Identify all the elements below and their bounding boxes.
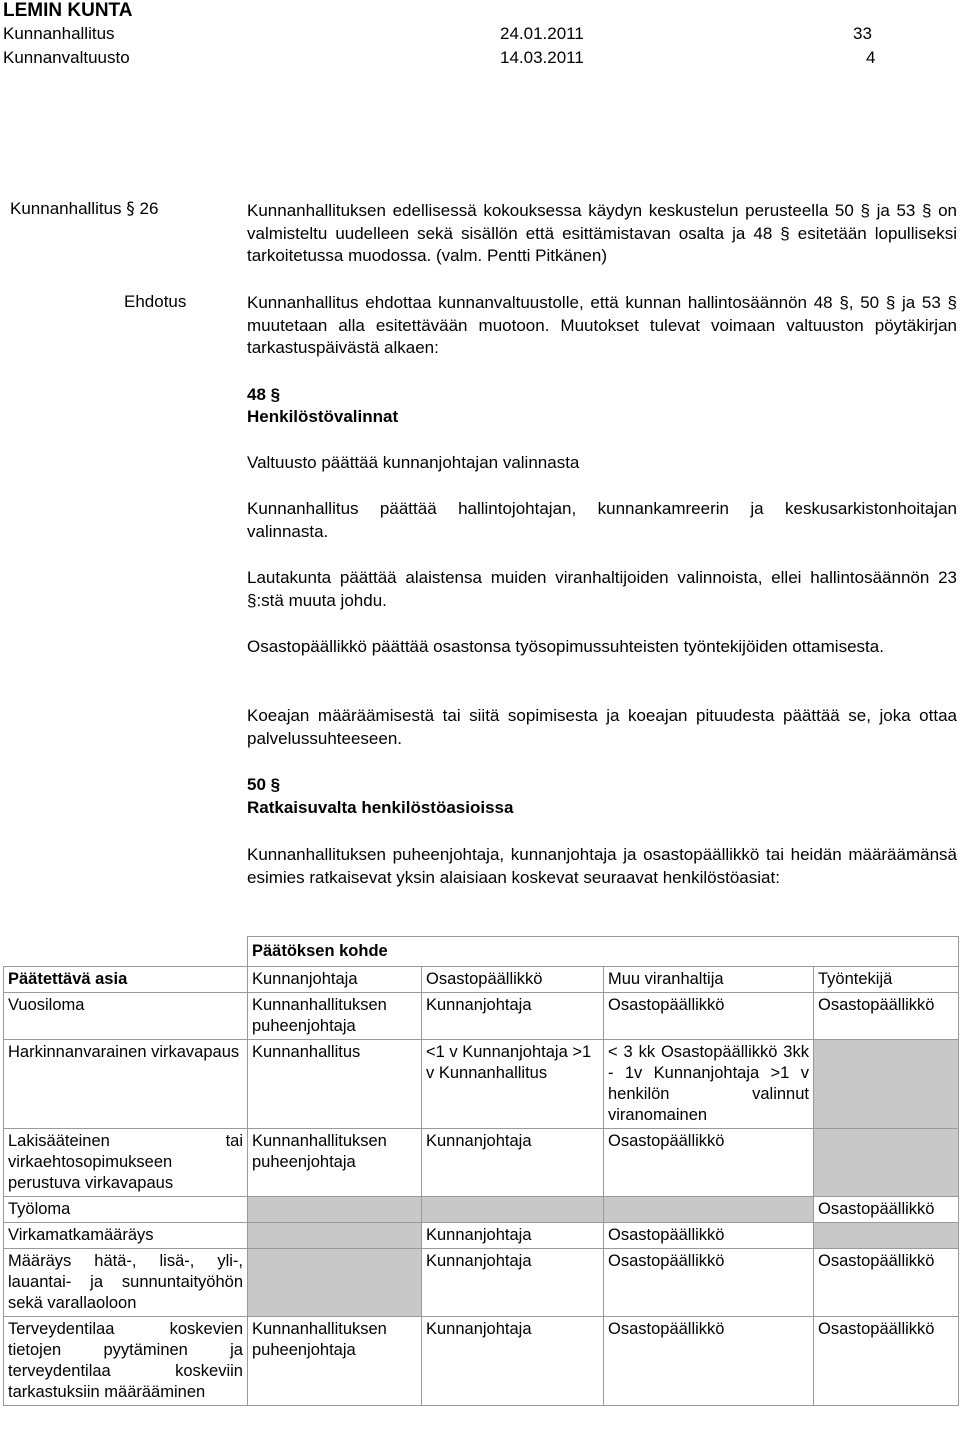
header-date-1: 24.01.2011: [500, 24, 584, 43]
column-header: Päätettävä asia: [4, 967, 248, 993]
table-cell: Kunnanjohtaja: [422, 1249, 604, 1317]
table-row: [4, 1129, 959, 1197]
table-cell-shaded: [248, 1223, 422, 1249]
section-48-paragraph: Koeajan määräämisestä tai siitä sopimisesta ja koeajan pituudesta päättää se, joka ottaa palvelussuhteeseen.: [247, 706, 957, 748]
table-super-header-row: [4, 937, 959, 967]
header-page-2: 4: [866, 48, 876, 67]
table-cell: Osastopäällikkö: [604, 1223, 814, 1249]
column-header: Osastopäällikkö: [422, 967, 604, 993]
table-row: [4, 1197, 959, 1223]
table-row: [4, 1249, 959, 1317]
table-cell: Vuosiloma: [4, 993, 248, 1040]
table-cell-shaded: [604, 1197, 814, 1223]
table-cell: Kunnanjohtaja: [422, 993, 604, 1040]
table-cell: Kunnanhallitus: [248, 1040, 422, 1129]
table-super-header: Päätöksen kohde: [248, 937, 959, 967]
table-cell: Kunnanjohtaja: [422, 1129, 604, 1197]
table-cell: Lakisääteinen tai virkaehtosopimukseen perustuva virkavapaus: [4, 1129, 248, 1197]
table-cell: Työloma: [4, 1197, 248, 1223]
table-cell: Kunnanjohtaja: [422, 1223, 604, 1249]
section-48-paragraph: Osastopäällikkö päättää osastonsa työsopimussuhteisten työntekijöiden ottamisesta.: [247, 637, 884, 656]
table-cell-shaded: [248, 1249, 422, 1317]
table-cell: Osastopäällikkö: [814, 1197, 959, 1223]
table-cell: Osastopäällikkö: [604, 1317, 814, 1406]
decision-table: [3, 936, 959, 1406]
table-cell-shaded: [814, 1223, 959, 1249]
table-cell: Osastopäällikkö: [814, 1249, 959, 1317]
table-cell-shaded: [814, 1040, 959, 1129]
section-reference-body: Kunnanhallitus: [10, 199, 122, 218]
table-cell: <1 v Kunnanjohtaja >1 v Kunnanhallitus: [422, 1040, 604, 1129]
table-cell: Kunnanhallituksen puheenjohtaja: [248, 1129, 422, 1197]
table-cell: Kunnanhallituksen puheenjohtaja: [248, 993, 422, 1040]
table-cell: Kunnanjohtaja: [422, 1317, 604, 1406]
table-cell: Harkinnanvarainen virkavapaus: [4, 1040, 248, 1129]
section-48-paragraph: Kunnanhallitus päättää hallintojohtajan, kunnankamreerin ja keskusarkistonhoitajan valinnasta.: [247, 499, 957, 541]
organization-name: LEMIN KUNTA: [3, 0, 133, 21]
section-50-title: Ratkaisuvalta henkilöstöasioissa: [247, 798, 514, 817]
table-header-row: [4, 967, 959, 993]
section-48-number: 48 §: [247, 385, 281, 404]
section-reference-number: 26: [139, 199, 159, 218]
table-row: [4, 1040, 959, 1129]
section-symbol: §: [126, 199, 135, 219]
table-cell: Osastopäällikkö: [814, 993, 959, 1040]
proposal-label: Ehdotus: [124, 292, 187, 311]
table-cell: Osastopäällikkö: [604, 993, 814, 1040]
table-row: [4, 1317, 959, 1406]
section-50-paragraph: Kunnanhallituksen puheenjohtaja, kunnanjohtaja ja osastopäällikkö tai heidän määräämänsä esimies ratkaisevat yksin alaisiaan koskevat seuraavat henkilöstöasiat:: [247, 845, 957, 887]
table-cell: Kunnanhallituksen puheenjohtaja: [248, 1317, 422, 1406]
table-cell: < 3 kk Osastopäällikkö 3kk - 1v Kunnanjohtaja >1 v henkilön valinnut viranomainen: [604, 1040, 814, 1129]
table-cell: Virkamatkamääräys: [4, 1223, 248, 1249]
section-reference: [10, 199, 158, 219]
section-48-paragraph: Lautakunta päättää alaistensa muiden viranhaltijoiden valinnoista, ellei hallintosäännön 23 §:stä muuta johdu.: [247, 568, 957, 610]
header-body-2: Kunnanvaltuusto: [3, 48, 130, 67]
column-header: Työntekijä: [814, 967, 959, 993]
table-cell: Osastopäällikkö: [604, 1129, 814, 1197]
table-cell: Osastopäällikkö: [604, 1249, 814, 1317]
table-cell: Osastopäällikkö: [814, 1317, 959, 1406]
table-row: [4, 993, 959, 1040]
table-cell: Määräys hätä-, lisä-, yli-, lauantai- ja sunnuntaityöhön sekä varallaoloon: [4, 1249, 248, 1317]
table-cell-shaded: [422, 1197, 604, 1223]
table-row: [4, 1223, 959, 1249]
header-date-2: 14.03.2011: [500, 48, 584, 67]
table-cell-shaded: [248, 1197, 422, 1223]
proposal-text: Kunnanhallitus ehdottaa kunnanvaltuustolle, että kunnan hallintosäännön 48 §, 50 § ja 53 § muutetaan alla esitettävään muotoon. Muutokset tulevat voimaan valtuuston pöytäkirjan tarkastuspäivästä alkaen:: [247, 293, 957, 357]
column-header: Muu viranhaltija: [604, 967, 814, 993]
section-intro: Kunnanhallituksen edellisessä kokouksessa käydyn keskustelun perusteella 50 § ja 53 § on valmisteltu uudelleen sekä sisällön että esittämistavan osalta ja 48 § esitetään lopulliseksi tarkoitetussa muodossa. (valm. Pentti Pitkänen): [247, 201, 957, 265]
header-body-1: Kunnanhallitus: [3, 24, 115, 43]
section-50-number: 50 §: [247, 775, 281, 794]
header-page-1: 33: [853, 24, 872, 43]
column-header: Kunnanjohtaja: [248, 967, 422, 993]
section-48-title: Henkilöstövalinnat: [247, 407, 399, 426]
table-cell-shaded: [814, 1129, 959, 1197]
section-48-paragraph: Valtuusto päättää kunnanjohtajan valinnasta: [247, 453, 580, 472]
table-cell: Terveydentilaa koskevien tietojen pyytäminen ja terveydentilaa koskeviin tarkastuksiin määrääminen: [4, 1317, 248, 1406]
